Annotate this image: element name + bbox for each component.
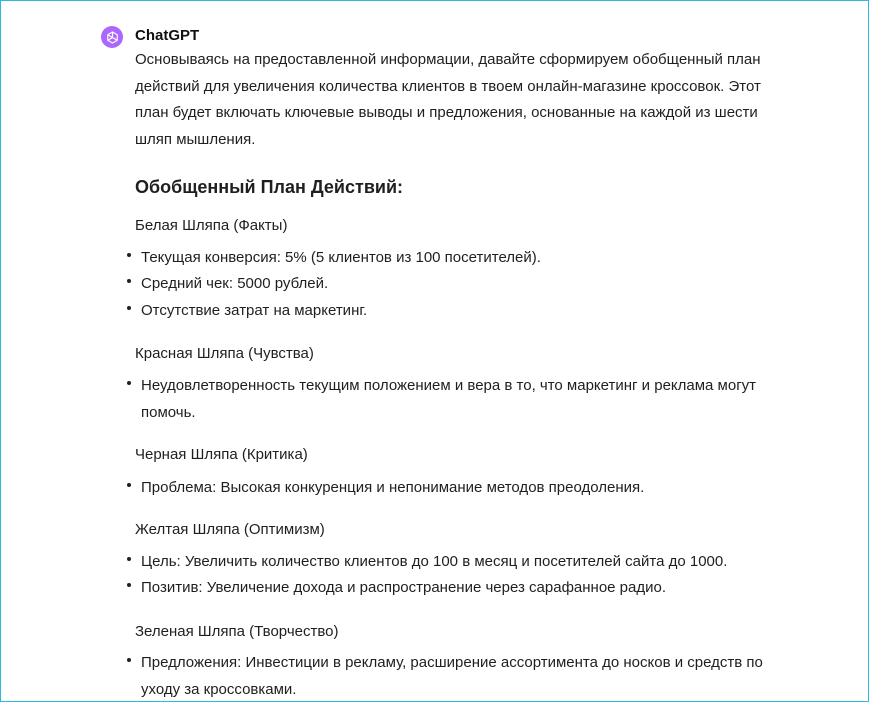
bullet-dot <box>127 557 131 561</box>
list-item: Предложения: Инвестиции в рекламу, расширение ассортимента до носков и средств по уходу за кроссовками. <box>135 650 781 703</box>
list-item: Неудовлетворенность текущим положением и вера в то, что маркетинг и реклама могут помочь. <box>135 373 781 426</box>
bullet-dot <box>127 483 131 487</box>
list-item: Позитив: Увеличение дохода и распространение через сарафанное радио. <box>135 575 781 602</box>
bullet-dot <box>127 583 131 587</box>
list-item: Отсутствие затрат на маркетинг. <box>135 298 781 325</box>
section-label-white-hat: Белая Шляпа (Факты) <box>135 217 288 234</box>
message-author: ChatGPT <box>135 27 200 44</box>
list-item: Текущая конверсия: 5% (5 клиентов из 100 посетителей). <box>135 245 781 272</box>
section-label-yellow-hat: Желтая Шляпа (Оптимизм) <box>135 521 325 538</box>
bullet-dot <box>127 253 131 257</box>
message-body <box>135 47 795 698</box>
bullet-dot <box>127 306 131 310</box>
intro-paragraph: Основываясь на предоставленной информации, давайте сформируем обобщенный план действий для увеличения количества клиентов в твоем онлайн-магазине кроссовок. Этот план будет включать ключевые выводы и предложения, основанные на каждой из шести шляп мышления. <box>135 51 761 148</box>
bullet-dot <box>127 658 131 662</box>
section-label-green-hat: Зеленая Шляпа (Творчество) <box>135 623 339 640</box>
bullet-dot <box>127 279 131 283</box>
bullet-dot <box>127 381 131 385</box>
section-label-red-hat: Красная Шляпа (Чувства) <box>135 345 314 362</box>
section-label-black-hat: Черная Шляпа (Критика) <box>135 446 308 463</box>
list-item: Проблема: Высокая конкуренция и непонимание методов преодоления. <box>135 475 781 502</box>
openai-logo-icon <box>105 30 120 45</box>
assistant-avatar <box>101 26 123 48</box>
plan-heading: Обобщенный План Действий: <box>135 177 404 197</box>
list-item: Цель: Увеличить количество клиентов до 100 в месяц и посетителей сайта до 1000. <box>135 549 781 576</box>
list-item: Средний чек: 5000 рублей. <box>135 271 781 298</box>
